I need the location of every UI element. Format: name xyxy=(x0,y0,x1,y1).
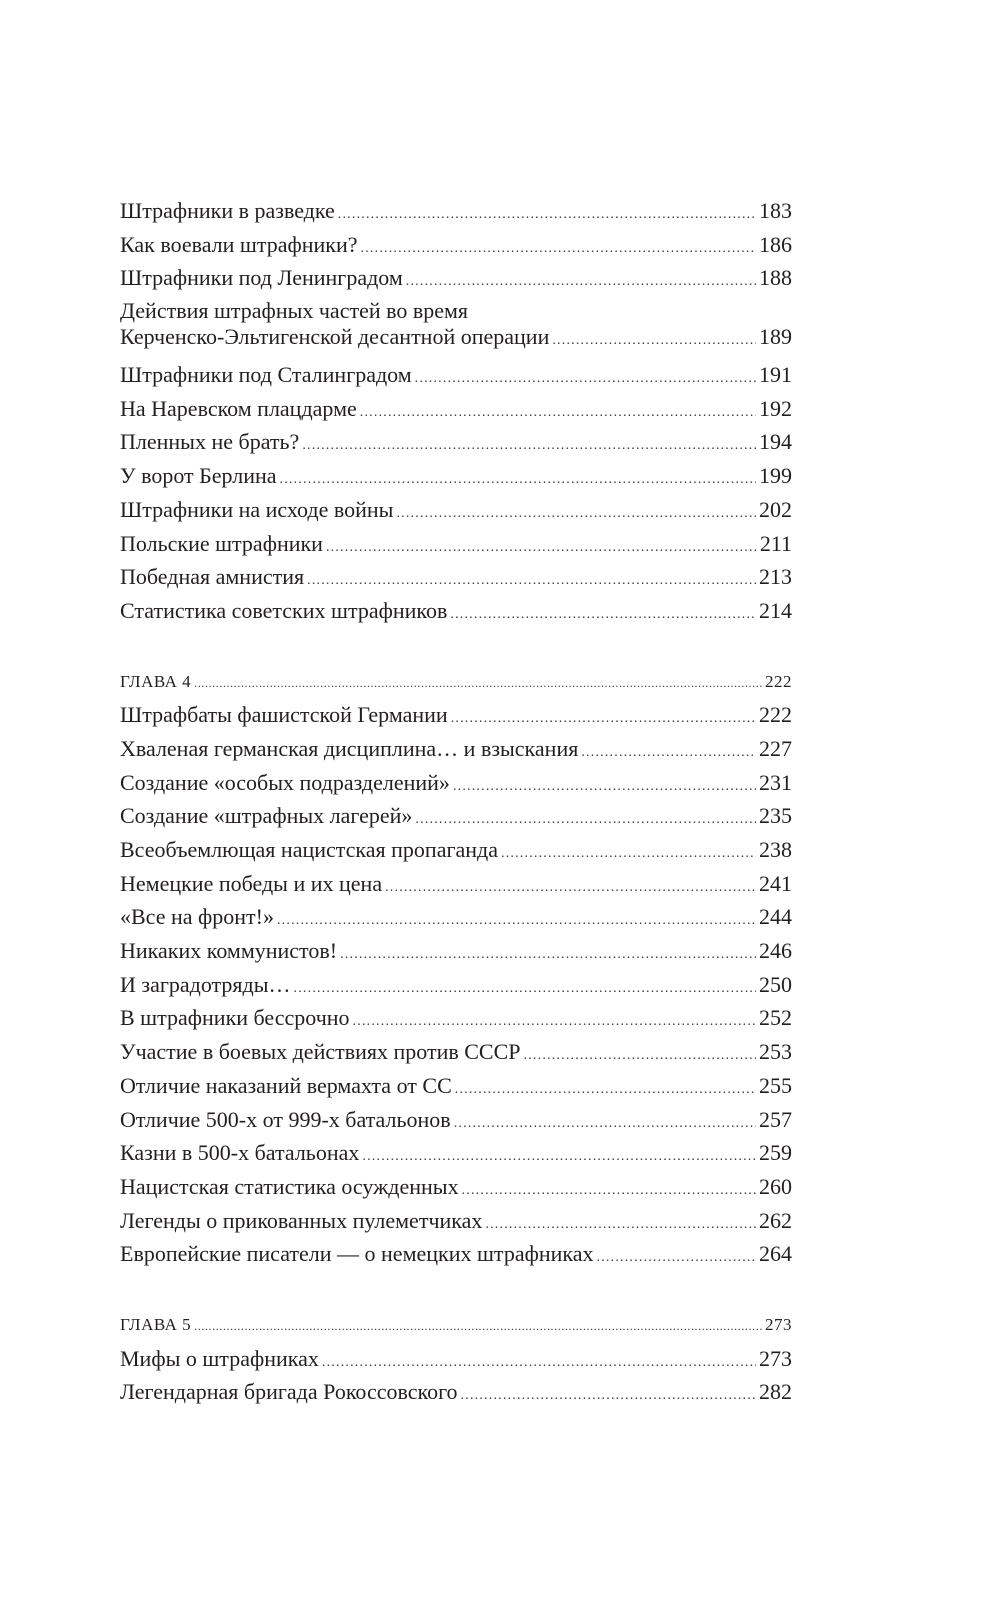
toc-entry xyxy=(120,1342,792,1376)
entry-title: Как воевали штрафники? xyxy=(120,231,358,257)
entry-title: Статистика советских штрафников xyxy=(120,597,448,623)
page-number: 257 xyxy=(759,1106,792,1132)
page-number: 211 xyxy=(759,530,792,556)
entry-title: У ворот Берлина xyxy=(120,463,277,489)
dot-leader xyxy=(360,396,756,430)
page-number: 238 xyxy=(759,837,792,862)
entry-title: Хваленая германская дисциплина… и взыскания xyxy=(120,735,579,761)
toc-entry xyxy=(120,1035,792,1069)
toc-entry xyxy=(120,560,792,594)
page-number: 202 xyxy=(759,496,792,522)
page-number: 282 xyxy=(759,1379,792,1405)
page-number: 235 xyxy=(759,803,792,829)
dot-leader xyxy=(455,1073,756,1107)
entry-title: Всеобъемлющая нацистская пропаганда xyxy=(120,837,498,862)
chapter-heading xyxy=(120,665,792,699)
entry-title: Создание «особых подразделений» xyxy=(120,769,450,795)
page-number: 246 xyxy=(759,938,792,964)
toc-entry xyxy=(120,1001,792,1035)
page-number: 253 xyxy=(759,1039,792,1065)
dot-leader xyxy=(362,1140,756,1174)
dot-leader xyxy=(194,667,762,701)
dot-leader xyxy=(597,1241,756,1275)
chapter-heading xyxy=(120,1308,792,1342)
dot-leader xyxy=(501,837,756,871)
dot-leader xyxy=(485,1208,756,1242)
toc-entry xyxy=(120,799,792,833)
page-number: 260 xyxy=(759,1173,792,1199)
dot-leader xyxy=(415,362,756,396)
toc-section-chapter-5 xyxy=(120,1308,792,1409)
toc-entry xyxy=(120,194,792,228)
page-number: 252 xyxy=(759,1005,792,1031)
page-number: 262 xyxy=(759,1207,792,1233)
toc-entry xyxy=(120,228,792,262)
page-number: 188 xyxy=(759,265,792,291)
dot-leader xyxy=(326,531,757,565)
entry-title: Штрафбаты фашистской Германии xyxy=(120,702,448,728)
toc-entry-multiline xyxy=(120,294,792,358)
toc-entry xyxy=(120,867,792,901)
toc-entry xyxy=(120,324,792,358)
dot-leader xyxy=(415,803,756,837)
dot-leader xyxy=(451,702,756,736)
entry-title: Легендарная бригада Рокоссовского xyxy=(120,1379,458,1405)
entry-title: Пленных не брать? xyxy=(120,429,300,455)
dot-leader xyxy=(581,736,756,770)
toc-entry xyxy=(120,1375,792,1409)
toc-entry xyxy=(120,934,792,968)
dot-leader xyxy=(294,972,756,1006)
table-of-contents xyxy=(120,194,792,1409)
page-number: 199 xyxy=(759,463,792,489)
page-number: 255 xyxy=(759,1072,792,1098)
page-number: 241 xyxy=(759,870,792,896)
dot-leader xyxy=(461,1379,756,1413)
entry-title: Немецкие победы и их цена xyxy=(120,870,383,896)
entry-title: Победная амнистия xyxy=(120,564,305,590)
entry-title: Легенды о прикованных пулеметчиках xyxy=(120,1207,483,1233)
entry-title: Никаких коммунистов! xyxy=(120,938,338,964)
entry-title: И заградотряды… xyxy=(120,971,291,997)
toc-entry xyxy=(120,425,792,459)
toc-entry xyxy=(120,392,792,426)
page-number: 264 xyxy=(759,1241,792,1267)
entry-title: Отличие наказаний вермахта от СС xyxy=(120,1072,452,1098)
dot-leader xyxy=(338,198,756,232)
dot-leader xyxy=(462,1174,756,1208)
page-number: 273 xyxy=(765,1314,792,1334)
dot-leader xyxy=(396,497,756,531)
dot-leader xyxy=(307,564,756,598)
page-number: 214 xyxy=(759,597,792,623)
page-number: 186 xyxy=(759,231,792,257)
dot-leader xyxy=(406,265,756,299)
toc-entry xyxy=(120,968,792,1002)
page-number: 222 xyxy=(759,702,792,728)
entry-title: Штрафники в разведке xyxy=(120,198,335,223)
page-number: 183 xyxy=(759,198,792,223)
toc-entry xyxy=(120,527,792,561)
toc-entry xyxy=(120,261,792,295)
toc-entry xyxy=(120,493,792,527)
dot-leader xyxy=(353,1005,756,1039)
page-number: 244 xyxy=(759,904,792,930)
entry-title: В штрафники бессрочно xyxy=(120,1005,350,1031)
page-number: 250 xyxy=(759,971,792,997)
entry-title: Мифы о штрафниках xyxy=(120,1345,319,1371)
toc-entry xyxy=(120,833,792,867)
toc-entry xyxy=(120,900,792,934)
toc-entry xyxy=(120,698,792,732)
toc-entry xyxy=(120,459,792,493)
dot-leader xyxy=(453,770,756,804)
page-number: 273 xyxy=(759,1345,792,1371)
page-number: 191 xyxy=(759,362,792,388)
entry-title: Штрафники под Ленинградом xyxy=(120,265,403,291)
entry-title: «Все на фронт!» xyxy=(120,904,274,930)
dot-leader xyxy=(524,1039,756,1073)
toc-entry xyxy=(120,766,792,800)
page-number: 192 xyxy=(759,395,792,421)
page-number: 227 xyxy=(759,735,792,761)
page-number: 189 xyxy=(759,324,792,350)
entry-title: Нацистская статистика осужденных xyxy=(120,1173,459,1199)
page-number: 231 xyxy=(759,769,792,795)
page-number: 194 xyxy=(759,429,792,455)
dot-leader xyxy=(361,232,756,266)
dot-leader xyxy=(340,938,756,972)
toc-entry xyxy=(120,358,792,392)
dot-leader xyxy=(277,904,756,938)
entry-title: Штрафники под Сталинградом xyxy=(120,362,412,388)
entry-title: Участие в боевых действиях против СССР xyxy=(120,1039,521,1065)
toc-entry xyxy=(120,1237,792,1271)
toc-entry xyxy=(120,732,792,766)
dot-leader xyxy=(454,1107,756,1141)
dot-leader xyxy=(194,1310,762,1344)
toc-section-chapter-3-continued xyxy=(120,194,792,628)
dot-leader xyxy=(280,463,756,497)
toc-entry xyxy=(120,1136,792,1170)
toc-entry xyxy=(120,1103,792,1137)
entry-title: Керченско-Эльтигенской десантной операции xyxy=(120,324,550,350)
dot-leader xyxy=(322,1346,756,1380)
dot-leader xyxy=(450,598,756,632)
entry-title-line1: Действия штрафных частей во время xyxy=(120,298,469,324)
entry-title: ГЛАВА 4 xyxy=(120,671,192,691)
entry-title: Штрафники на исходе войны xyxy=(120,496,394,522)
page-number: 213 xyxy=(759,564,792,590)
entry-title: Польские штрафники xyxy=(120,530,323,556)
toc-entry xyxy=(120,1069,792,1103)
entry-title: Отличие 500-х от 999-х батальонов xyxy=(120,1106,451,1132)
toc-section-chapter-4 xyxy=(120,665,792,1271)
entry-title: На Наревском плацдарме xyxy=(120,395,357,421)
entry-title: Казни в 500-х батальонах xyxy=(120,1140,360,1166)
toc-entry xyxy=(120,594,792,628)
dot-leader xyxy=(552,328,756,354)
toc-entry xyxy=(120,1170,792,1204)
page-number: 259 xyxy=(759,1140,792,1166)
page-number: 222 xyxy=(765,671,792,691)
dot-leader xyxy=(302,429,756,463)
dot-leader xyxy=(385,871,756,905)
toc-entry xyxy=(120,1204,792,1238)
entry-title: Создание «штрафных лагерей» xyxy=(120,803,413,829)
entry-title: Европейские писатели — о немецких штрафниках xyxy=(120,1241,594,1267)
entry-title: ГЛАВА 5 xyxy=(120,1314,192,1334)
